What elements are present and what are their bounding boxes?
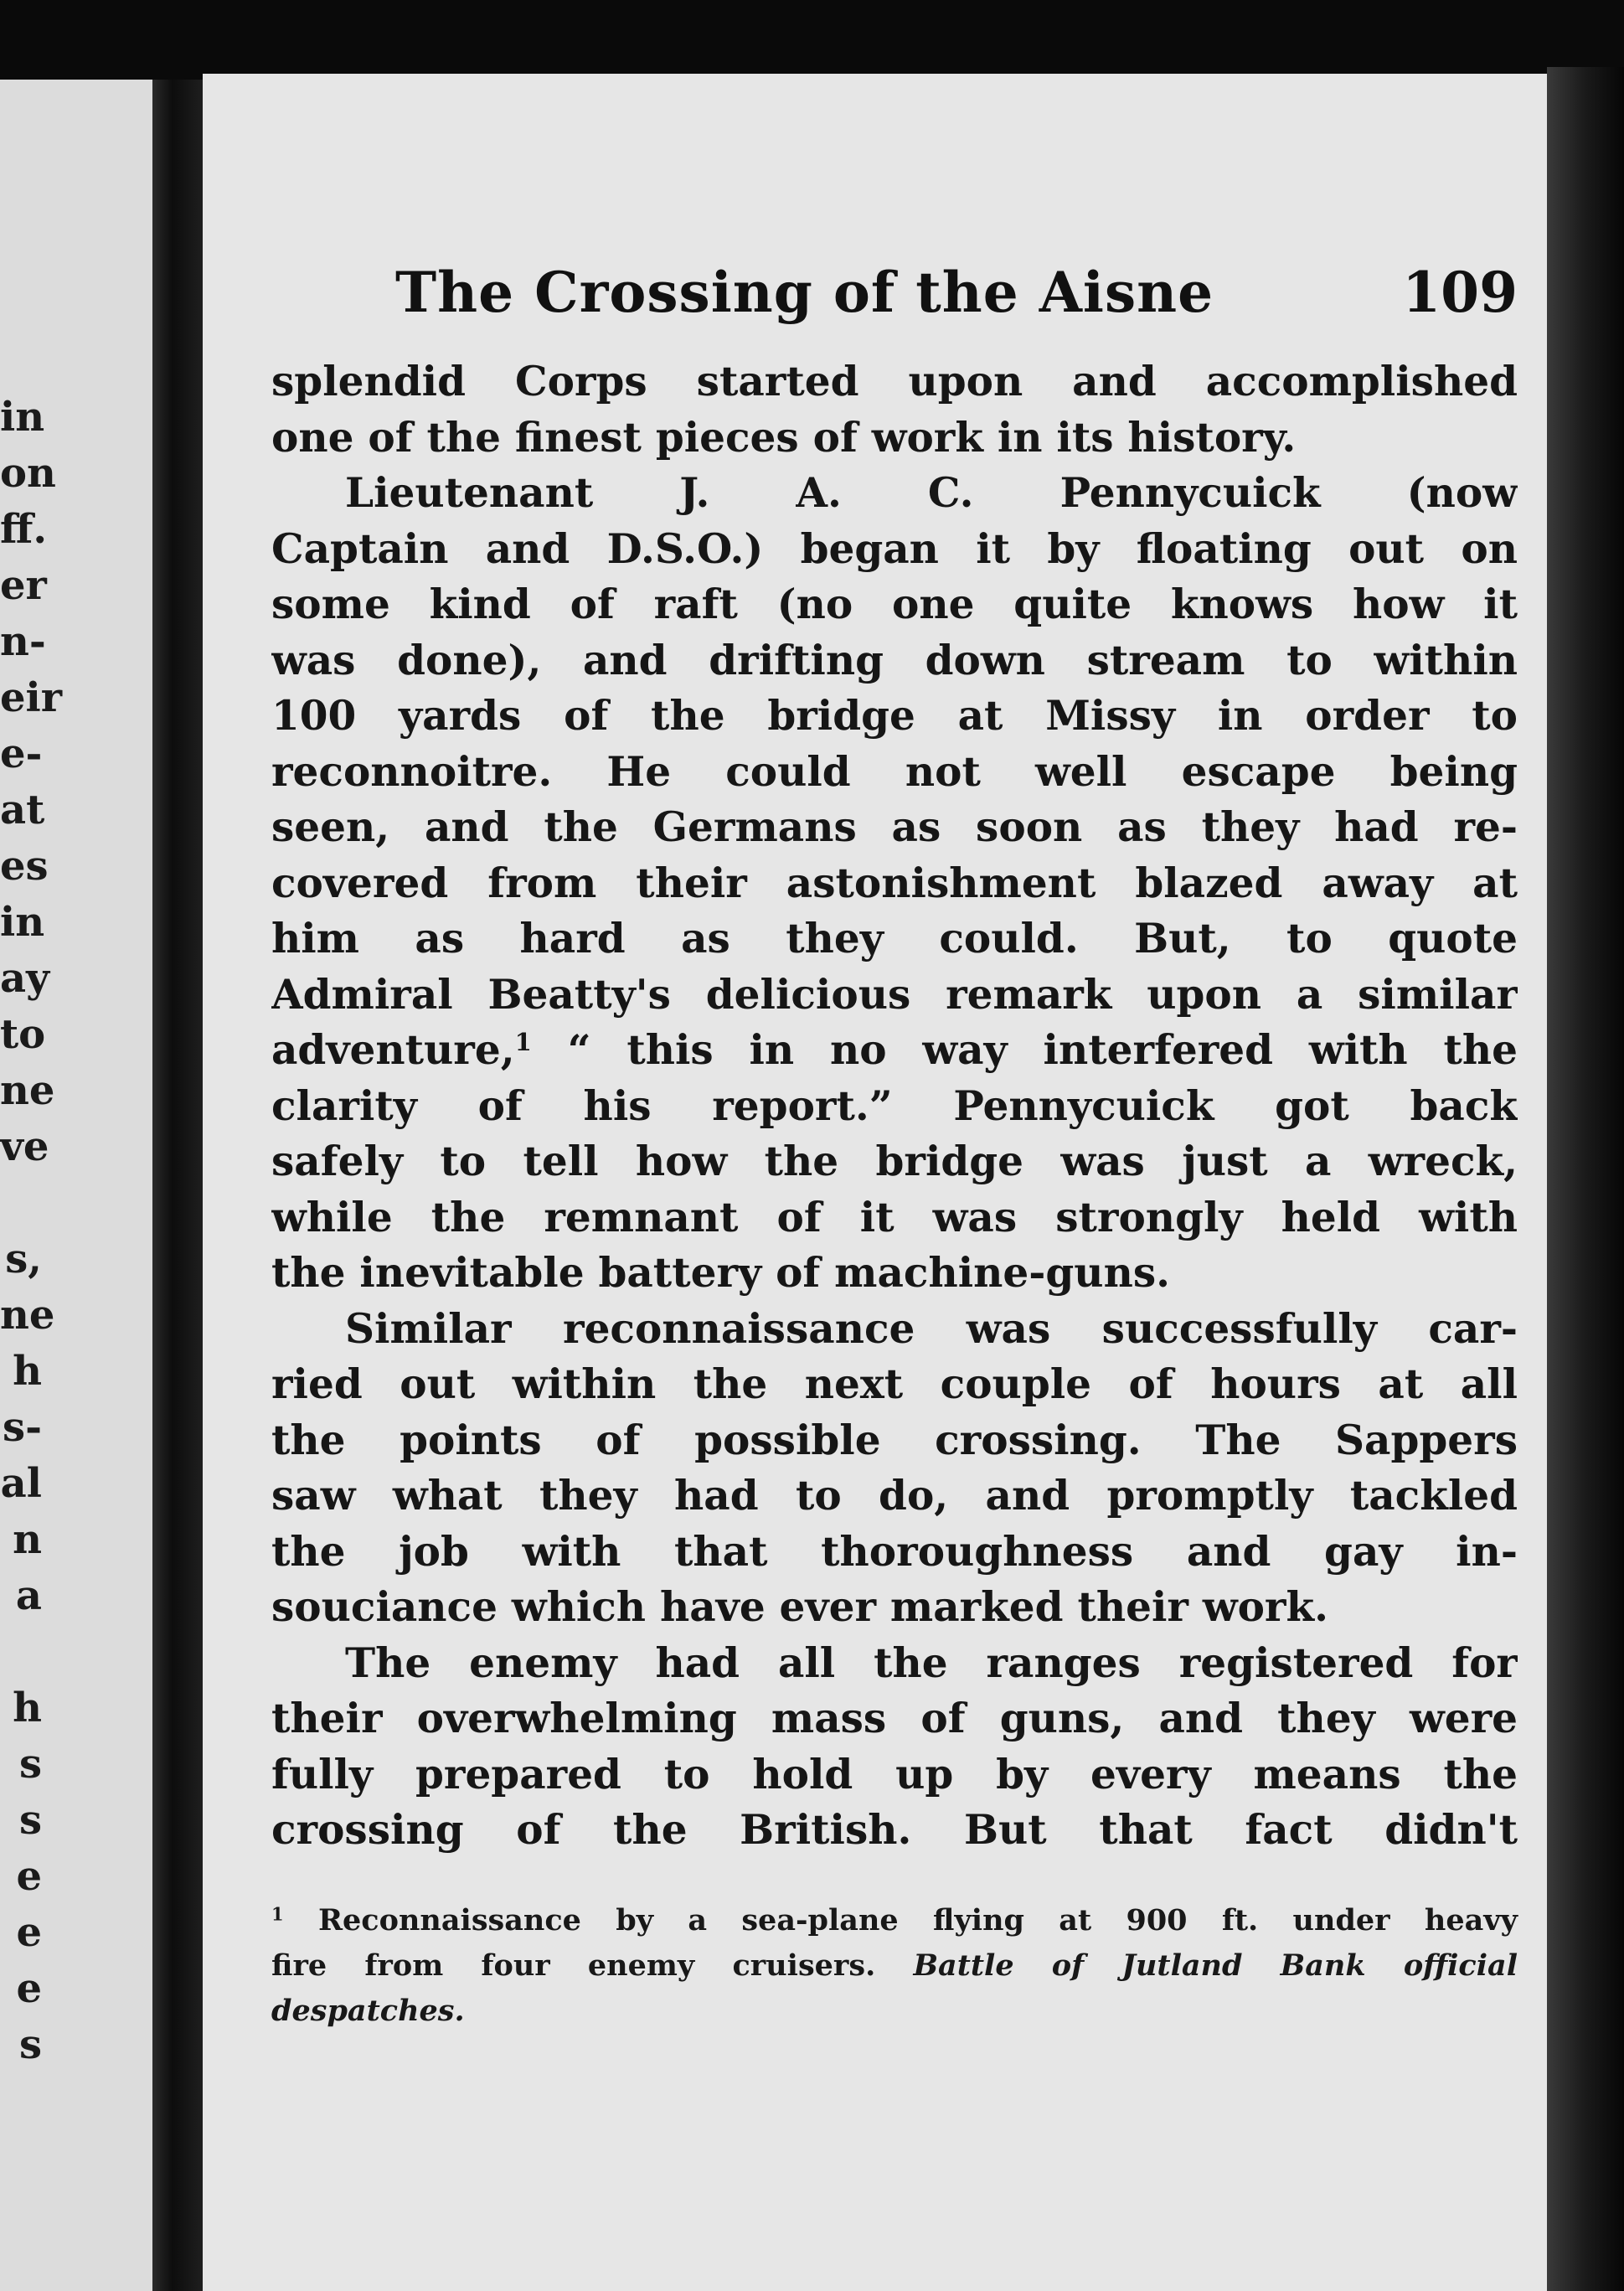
text-line: clarity of his report.” Pennycuick got back [271, 1081, 1518, 1130]
text-line: Captain and D.S.O.) began it by floating out on [271, 524, 1518, 573]
footnote [271, 1898, 1518, 2034]
previous-page-fragment-line: h [13, 1348, 42, 1395]
footnote-reference: 1 [514, 1028, 532, 1056]
previous-page-fragment-line: ve [0, 1123, 49, 1170]
previous-page-fragment-line: s [18, 2021, 42, 2068]
previous-page-fragment-line: e [16, 1965, 42, 2012]
footnote-line [271, 1989, 1518, 2034]
previous-page-fragment-line: es [0, 843, 49, 890]
previous-page-fragment-line: eir [0, 674, 63, 721]
previous-page-fragment-line: ay [0, 955, 49, 1002]
previous-page-fragment-line: ff. [0, 506, 48, 553]
footnote-marker: 1 [271, 1903, 284, 1925]
page-number: 109 [1402, 260, 1518, 325]
text-line: the job with that thoroughness and gay in- [271, 1527, 1518, 1576]
text-line: was done), and drifting down stream to within [271, 636, 1518, 684]
previous-page-fragment-line: at [0, 787, 45, 833]
previous-page-fragment-line: s [18, 1741, 42, 1788]
footnote-text: fire from four enemy cruisers. [271, 1948, 876, 1983]
previous-page-fragment-line: n- [0, 618, 46, 665]
previous-page-fragment-line: s, [5, 1236, 42, 1282]
previous-page-fragment-line: to [0, 1011, 46, 1058]
text-line: while the remnant of it was strongly held with [271, 1193, 1518, 1241]
previous-page-fragment-line: s [18, 1797, 42, 1844]
previous-page-fragment-line: s- [3, 1404, 42, 1451]
previous-page-fragment-line: ne [0, 1292, 55, 1339]
footnote-text: Reconnaissance by a sea-plane flying at 900 ft. under heavy [317, 1903, 1518, 1938]
text-line: some kind of raft (no one quite knows how it [271, 580, 1518, 628]
previous-page-fragment-line: al [0, 1460, 42, 1507]
previous-page-line-endings [0, 390, 152, 2073]
text-line: covered from their astonishment blazed away at [271, 859, 1518, 907]
footnote-citation: despatches. [271, 1994, 465, 2028]
running-title: The Crossing of the Aisne [395, 260, 1214, 325]
book-gutter [152, 80, 203, 2291]
book-page [203, 74, 1547, 2291]
previous-page-fragment-line: e- [0, 730, 43, 777]
body-text [271, 354, 1518, 1859]
previous-page-fragment-line: n [13, 1516, 42, 1563]
previous-page-fragment-line [0, 1175, 152, 1231]
text-segment: “ this in no way interfered with the [531, 1026, 1518, 1074]
footnote-citation: Battle of Jutland Bank official [913, 1948, 1518, 1983]
text-line: crossing of the British. But that fact didn't [271, 1806, 1518, 1854]
previous-page-fragment [0, 80, 152, 2291]
text-line: saw what they had to do, and promptly tackled [271, 1472, 1518, 1520]
paragraph-start-line: Lieutenant J. A. C. Pennycuick (now [345, 469, 1518, 517]
previous-page-fragment-line: a [15, 1572, 42, 1619]
footnote-line [271, 1898, 1518, 1943]
previous-page-fragment-line: er [0, 562, 47, 609]
text-segment: adventure, [271, 1026, 515, 1074]
paragraph-start-line: Similar reconnaissance was successfully car- [345, 1304, 1518, 1353]
text-line: one of the finest pieces of work in its history. [271, 413, 1297, 462]
text-line: souciance which have ever marked their work. [271, 1583, 1328, 1631]
text-line: Admiral Beatty's delicious remark upon a similar [271, 970, 1518, 1019]
text-line-with-footnote [271, 1023, 1518, 1079]
previous-page-fragment-line: e [16, 1853, 42, 1900]
text-line: their overwhelming mass of guns, and they were [271, 1695, 1518, 1742]
text-line: the points of possible crossing. The Sappers [271, 1416, 1518, 1464]
paragraph-start-line: The enemy had all the ranges registered for [345, 1638, 1518, 1687]
previous-page-fragment-line: ne [0, 1067, 55, 1114]
previous-page-fragment-line: on [0, 450, 56, 497]
previous-page-fragment-line: in [0, 394, 45, 441]
text-line: safely to tell how the bridge was just a wreck, [271, 1138, 1518, 1185]
text-line: 100 yards of the bridge at Missy in order to [271, 692, 1518, 740]
text-line: reconnoitre. He could not well escape being [271, 747, 1518, 796]
previous-page-fragment-line: h [13, 1685, 42, 1731]
book-edge [1547, 67, 1624, 2291]
text-line: fully prepared to hold up by every means the [271, 1750, 1518, 1798]
text-line: seen, and the Germans as soon as they had re- [271, 803, 1518, 851]
previous-page-fragment-line [0, 1624, 152, 1680]
text-line: the inevitable battery of machine-guns. [271, 1249, 1171, 1297]
previous-page-fragment-line: e [16, 1909, 42, 1956]
previous-page-fragment-line: in [0, 899, 45, 946]
footnote-line [271, 1943, 1518, 1989]
text-line: ried out within the next couple of hours at all [271, 1360, 1518, 1408]
text-line: him as hard as they could. But, to quote [271, 915, 1518, 962]
text-line: splendid Corps started upon and accomplished [271, 358, 1518, 405]
page-header [395, 260, 1518, 327]
